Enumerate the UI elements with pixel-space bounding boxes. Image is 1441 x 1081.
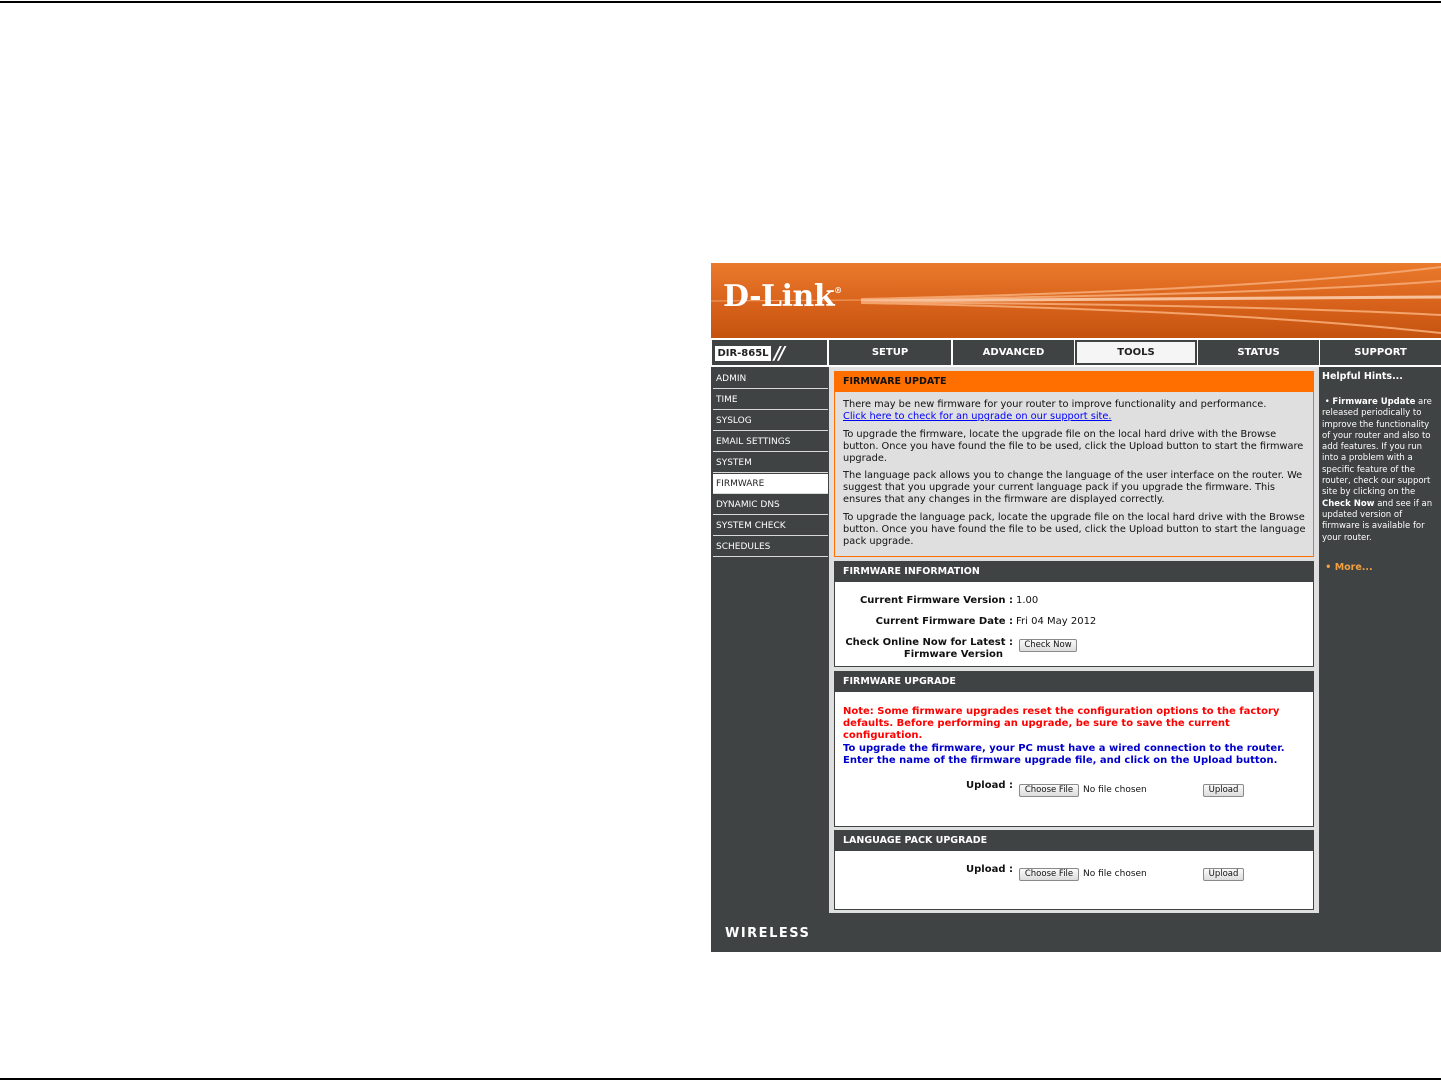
tab-support[interactable]: SUPPORT (1320, 340, 1441, 365)
support-site-link[interactable]: Click here to check for an upgrade on our support site. (843, 411, 1112, 422)
firmware-upgrade-info: To upgrade the firmware, your PC must have a wired connection to the router. Enter the name of the firmware upgrade file, and click on the Upload button. (843, 743, 1285, 766)
top-rule (0, 1, 1441, 3)
sidebar-item-admin[interactable]: ADMIN (713, 369, 828, 389)
sidebar-item-firmware[interactable]: FIRMWARE (713, 474, 828, 494)
firmware-information-title: FIRMWARE INFORMATION (835, 562, 1313, 582)
firmware-update-instructions: To upgrade the firmware, locate the upgrade file on the local hard drive with the Browse button. Once you have found the file to be used, click the Upload button to start the firmware upgrade. (843, 429, 1304, 464)
hints-check-now: Check Now (1322, 498, 1375, 509)
language-pack-description: The language pack allows you to change the language of the user interface on the router. We suggest that you upgrade your current language pack if you upgrade the firmware. This ensures that any changes in the firmware are displayed correctly. (843, 470, 1303, 505)
firmware-file-status: No file chosen (1083, 785, 1147, 795)
tab-status[interactable]: STATUS (1198, 340, 1319, 365)
firmware-update-title: FIRMWARE UPDATE (835, 372, 1313, 392)
firmware-choose-file-button[interactable]: Choose File (1019, 784, 1079, 797)
model-badge (712, 340, 827, 365)
tab-advanced[interactable]: ADVANCED (953, 340, 1074, 365)
sidebar-item-dynamic-dns[interactable]: DYNAMIC DNS (713, 495, 828, 515)
sidebar-item-syslog[interactable]: SYSLOG (713, 411, 828, 431)
firmware-version-value: 1.00 (1016, 595, 1039, 606)
check-online-label-line2: Firmware Version (903, 649, 1003, 660)
model-name: DIR-865L (714, 345, 772, 362)
firmware-update-intro: There may be new firmware for your router to improve functionality and performance. (843, 399, 1267, 410)
sidebar-item-email-settings[interactable]: EMAIL SETTINGS (713, 432, 828, 452)
check-online-label: Check Online Now for Latest : (845, 637, 1013, 648)
language-pack-title: LANGUAGE PACK UPGRADE (835, 831, 1313, 851)
banner (711, 263, 1441, 338)
firmware-version-label: Current Firmware Version : (859, 595, 1013, 606)
firmware-upgrade-note: Note: Some firmware upgrades reset the configuration options to the factory defaults. Before performing an upgrade, be sure to save the current configuration. (843, 706, 1280, 741)
firmware-upload-label: Upload : (966, 780, 1013, 791)
wireless-logo: WIRELESS (725, 926, 811, 941)
hints-bullet-title: Firmware Update (1332, 397, 1416, 407)
sidebar-item-time[interactable]: TIME (713, 390, 828, 410)
language-pack-panel (834, 830, 1314, 910)
tab-tools[interactable]: TOOLS (1075, 340, 1197, 365)
language-upload-button[interactable]: Upload (1203, 868, 1244, 881)
hints-more-link[interactable]: • More... (1322, 562, 1373, 573)
language-pack-instructions: To upgrade the language pack, locate the upgrade file on the local hard drive with the Browse button. Once you have found the file to be used, click the Upload button to start the language pack upgrade. (843, 512, 1306, 547)
slashes-icon: // (774, 343, 784, 364)
hints-body (1322, 397, 1436, 544)
tab-setup[interactable]: SETUP (829, 340, 951, 365)
more-bullet-icon: • (1322, 562, 1335, 573)
bullet-icon: • (1322, 397, 1333, 407)
firmware-upgrade-panel (834, 671, 1314, 827)
bottom-rule (0, 1078, 1441, 1080)
footer (711, 913, 1441, 952)
sidebar-item-system[interactable]: SYSTEM (713, 453, 828, 473)
helpful-hints-panel (1319, 367, 1441, 913)
sidebar-item-schedules[interactable]: SCHEDULES (713, 537, 828, 557)
main-content (829, 367, 1319, 913)
language-choose-file-button[interactable]: Choose File (1019, 868, 1079, 881)
check-now-button[interactable]: Check Now (1019, 639, 1077, 652)
firmware-update-panel (834, 371, 1314, 557)
hints-text-2: and see if an updated version of firmware is available for your router. (1322, 498, 1433, 543)
firmware-date-label: Current Firmware Date : (875, 616, 1013, 627)
firmware-upload-button[interactable]: Upload (1203, 784, 1244, 797)
firmware-information-panel (834, 561, 1314, 667)
hints-title: Helpful Hints... (1322, 371, 1403, 382)
top-nav (711, 339, 1441, 366)
sidebar-item-system-check[interactable]: SYSTEM CHECK (713, 516, 828, 536)
language-file-status: No file chosen (1083, 869, 1147, 879)
dlink-logo: D-Link® (723, 279, 842, 314)
firmware-date-value: Fri 04 May 2012 (1016, 616, 1097, 627)
sidebar (711, 367, 829, 913)
hints-text-1: are released periodically to improve the functionality of your router and also to add features. If you run into a problem with a specific feature of the router, check our support site by clicking on the (1322, 397, 1432, 498)
firmware-upgrade-title: FIRMWARE UPGRADE (835, 672, 1313, 692)
router-web-ui (711, 263, 1441, 952)
language-upload-label: Upload : (966, 864, 1013, 875)
